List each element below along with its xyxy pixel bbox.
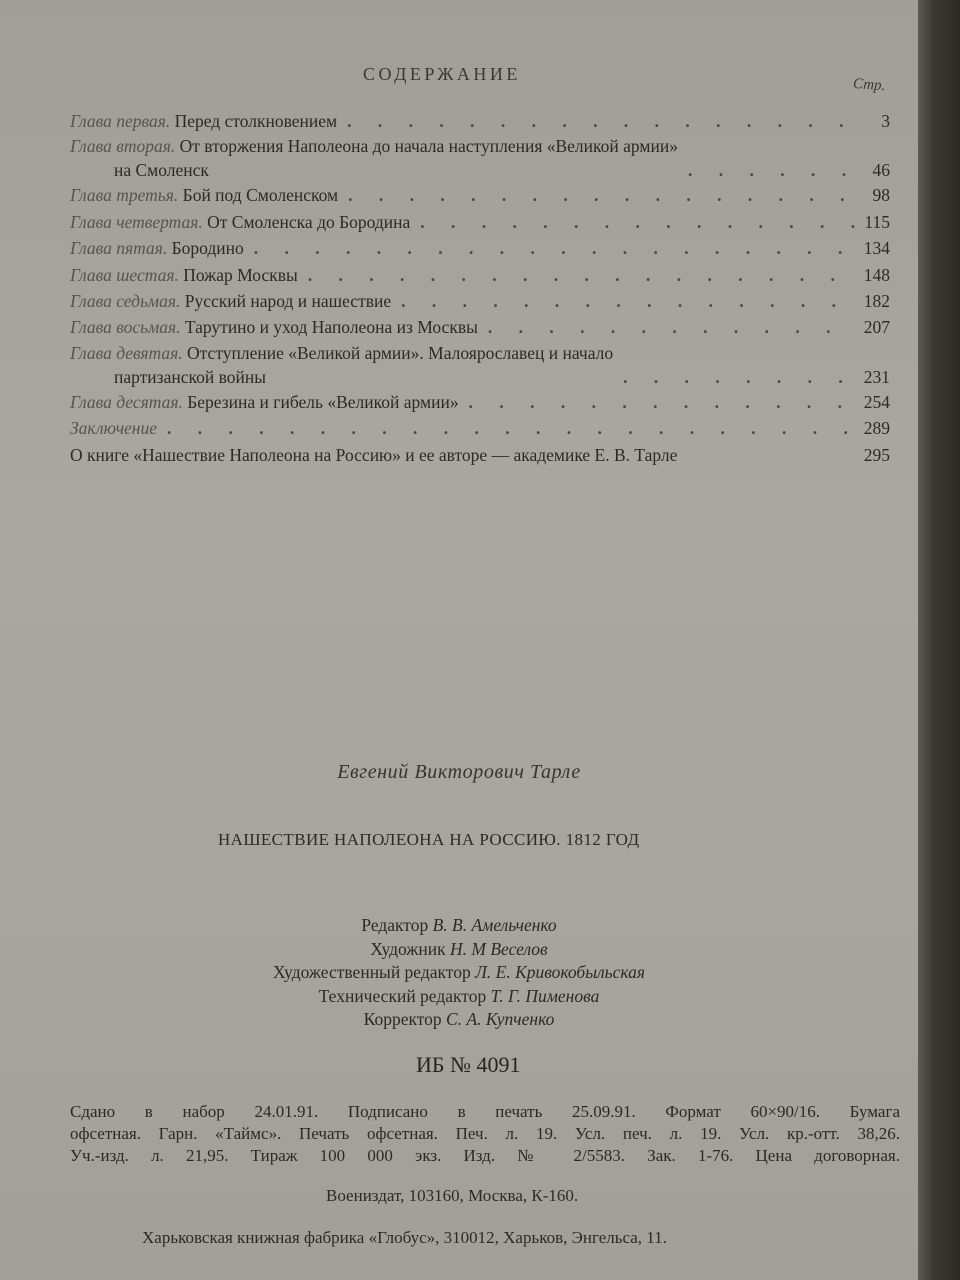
ib-number: ИБ № 4091 — [416, 1052, 521, 1077]
toc-entry — [70, 389, 890, 415]
credit-person: Л. Е. Кривокобыльская — [475, 962, 646, 982]
toc-entry — [70, 108, 890, 134]
toc-entry-label: Глава четвертая. — [70, 211, 203, 232]
toc-entry — [70, 182, 890, 208]
toc-heading: СОДЕРЖАНИЕ — [363, 64, 521, 84]
credit-person: В. В. Амельченко — [432, 915, 557, 935]
toc-entry-title-continued: партизанской войны — [114, 366, 266, 387]
toc-entry-title: Пожар Москвы — [183, 264, 298, 285]
toc-entry-page: 46 — [872, 160, 890, 181]
toc-leader-dots — [338, 182, 856, 208]
toc-entry-page: 148 — [863, 264, 890, 285]
toc-entry-label: Глава седьмая. — [70, 291, 181, 312]
printing-factory-line: Харьковская книжная фабрика «Глобус», 310012, Харьков, Энгельса, 11. — [142, 1228, 667, 1247]
credit-person: Н. М Веселов — [450, 938, 548, 959]
toc-entry-label: Глава третья. — [70, 185, 179, 206]
toc-entry-label: Заключение — [70, 418, 158, 439]
toc-leader-dots — [478, 314, 856, 340]
toc-entry-label: Глава десятая. — [70, 391, 183, 412]
credit-line — [0, 985, 918, 1009]
credit-line — [0, 938, 918, 962]
toc-entry-title: Бородино — [171, 238, 244, 259]
toc-entry — [70, 341, 890, 389]
toc-entry — [70, 415, 890, 441]
toc-entry-page: 134 — [863, 238, 890, 259]
toc-entry-label: Глава вторая. — [70, 136, 176, 157]
toc-entry-title: Бой под Смоленском — [182, 185, 339, 206]
toc-leader-dots — [298, 262, 856, 288]
imprint-block — [70, 1101, 900, 1167]
toc-entry-page: 3 — [881, 111, 890, 131]
credit-role: Редактор — [361, 915, 429, 935]
toc-entry-page: 207 — [863, 317, 890, 338]
toc-entry-title: От вторжения Наполеона до начала наступления «Великой армии» — [179, 136, 678, 157]
toc-entry-label: Глава первая. — [70, 111, 171, 131]
credit-role: Корректор — [363, 1009, 442, 1029]
toc-entry — [70, 314, 890, 340]
toc-entry — [70, 209, 890, 235]
toc-entry-title-continued: на Смоленск — [114, 160, 209, 181]
toc-leader-dots — [459, 389, 856, 415]
toc-entry-page: 231 — [863, 366, 890, 387]
toc-entry-title: Русский народ и нашествие — [184, 291, 392, 312]
toc-leader-dots — [613, 365, 856, 389]
toc-entry — [70, 134, 890, 182]
credit-line — [0, 961, 918, 985]
credits-block — [0, 914, 918, 1032]
imprint-line: Сдано в набор 24.01.91. Подписано в печать 25.09.91. Формат 60×90/16. Бумага — [70, 1102, 900, 1121]
book-title: НАШЕСТВИЕ НАПОЛЕОНА НА РОССИЮ. 1812 ГОД — [218, 830, 640, 849]
imprint-line: офсетная. Гарн. «Таймс». Печать офсетная. Печ. л. 19. Усл. печ. л. 19. Усл. кр.-отт. 38,26. — [70, 1124, 900, 1143]
toc-leader-dots — [244, 235, 856, 261]
toc-entry-title: От Смоленска до Бородина — [207, 211, 411, 232]
toc-entry-page: 254 — [863, 391, 890, 412]
toc-entry-label: Глава девятая. — [70, 342, 183, 363]
toc-entry-title: Березина и гибель «Великой армии» — [187, 391, 459, 412]
toc-leader-dots — [337, 108, 856, 134]
toc-entry-label: Глава пятая. — [70, 238, 168, 259]
publisher-line: Воениздат, 103160, Москва, К-160. — [326, 1186, 579, 1205]
toc-entry-title: Тарутино и уход Наполеона из Москвы — [184, 317, 478, 338]
imprint-line: Уч.-изд. л. 21,95. Тираж 100 000 экз. Изд. № 2/5583. Зак. 1-76. Цена договорная. — [70, 1146, 900, 1165]
toc-entry-label: Глава шестая. — [70, 264, 179, 285]
credit-role: Художественный редактор — [272, 962, 471, 982]
credit-role: Художник — [370, 938, 446, 959]
credit-line — [0, 1008, 918, 1032]
toc-entry-label: Глава восьмая. — [70, 317, 181, 338]
credit-person: С. А. Купченко — [446, 1009, 555, 1029]
toc-entry-page: 115 — [864, 211, 890, 232]
credit-role: Технический редактор — [318, 985, 487, 1006]
page-edge-shadow — [918, 0, 960, 1280]
toc-leader-dots — [157, 415, 856, 441]
page-column-label: Стр. — [852, 75, 886, 95]
toc-entry-title: Перед столкновением — [174, 111, 338, 131]
toc-entry-page: 98 — [872, 185, 890, 206]
author-name: Евгений Викторович Тарле — [337, 761, 581, 783]
credit-line — [0, 914, 918, 938]
toc-entry-title: О книге «Нашествие Наполеона на Россию» и ее авторе — академике Е. В. Тарле — [70, 444, 678, 465]
toc-entry-page: 295 — [863, 444, 890, 465]
toc-entry — [70, 442, 890, 468]
toc-entry — [70, 288, 890, 314]
toc-entry-title: Отступление «Великой армии». Малоярославец и начало — [187, 342, 614, 363]
table-of-contents — [70, 108, 890, 468]
toc-leader-dots — [678, 158, 856, 182]
toc-entry — [70, 262, 890, 288]
toc-entry-page: 289 — [863, 418, 890, 439]
toc-entry-page: 182 — [863, 291, 890, 312]
toc-leader-dots — [391, 288, 856, 314]
toc-leader-dots — [410, 209, 856, 235]
toc-entry — [70, 235, 890, 261]
credit-person: Т. Г. Пименова — [490, 985, 600, 1006]
